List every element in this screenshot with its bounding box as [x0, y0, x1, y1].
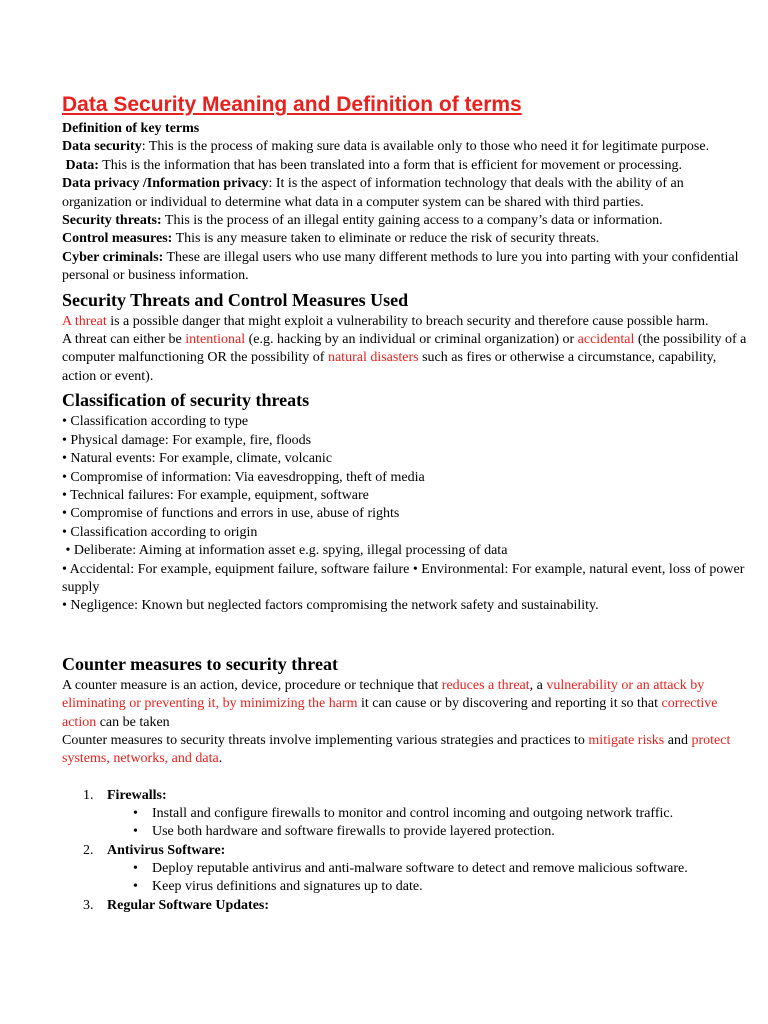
document-content: [62, 90, 748, 915]
definition-term: Cyber criminals:: [62, 249, 164, 265]
list-number: 2.: [83, 842, 94, 858]
definition-cyber-criminals: [62, 249, 748, 286]
list-item: • Use both hardware and software firewalls to provide layered protection.: [133, 824, 555, 840]
list-item: • Physical damage: For example, fire, floods: [62, 432, 312, 448]
definitions-heading: Definition of key terms: [62, 121, 200, 136]
list-item: • Keep virus definitions and signatures up to date.: [133, 879, 423, 895]
definition-text: This is the process of an illegal entity gaining access to a company’s data or information.: [164, 213, 663, 229]
definition-term: Control measures:: [62, 231, 173, 247]
definition-control-measures: [62, 230, 748, 248]
list-item: • Accidental: For example, equipment failure, software failure • Environmental: For example, natural event, loss of power supply: [62, 561, 745, 595]
highlight-text: vulnerability or an attack by eliminating or preventing it, by minimizing the harm: [62, 677, 705, 712]
highlight-text: protect systems, networks, and data: [62, 732, 731, 767]
definition-text: These are illegal users who use many different methods to lure you into parting with your confidential personal or business information.: [62, 249, 739, 284]
counter-measure-definition: A counter measure is an action, device, procedure or technique that reduces a threat, a vulnerability or an attack by eliminating or preventing it, by minimizing the harm it can cause or by discovering and reporting it so that corrective action can be taken: [62, 677, 718, 730]
list-item: • Compromise of information: Via eavesdropping, theft of media: [62, 469, 425, 485]
threat-definition: A threat is a possible danger that might exploit a vulnerability to breach security and therefore cause possible harm.: [62, 313, 709, 329]
list-item: • Negligence: Known but neglected factors compromising the network safety and sustainability.: [62, 598, 599, 614]
highlight-text: A threat: [62, 313, 107, 329]
list-item: • Classification according to type: [62, 414, 249, 430]
definition-term: Security threats:: [62, 213, 162, 229]
definitions-section: [62, 120, 748, 286]
list-number: 1.: [83, 787, 94, 803]
measure-firewalls: [62, 787, 748, 842]
classification-list: [62, 413, 748, 615]
highlight-text: natural disasters: [327, 350, 419, 366]
list-item: • Install and configure firewalls to monitor and control incoming and outgoing network traffic.: [133, 806, 674, 822]
highlight-text: intentional: [185, 332, 246, 348]
measure-title: Antivirus Software:: [107, 842, 226, 858]
page-title: Data Security Meaning and Definition of terms: [62, 93, 522, 116]
counter-measure-summary: Counter measures to security threats involve implementing various strategies and practices to mitigate risks and protect systems, networks, and data.: [62, 732, 731, 767]
list-number: 3.: [83, 897, 94, 913]
highlight-text: reduces a threat: [441, 677, 530, 693]
definition-term: Data security: [62, 139, 142, 155]
highlight-text: corrective action: [62, 696, 718, 730]
definition-text: This is the information that has been translated into a form that is efficient for movement or processing.: [102, 157, 682, 173]
list-item: • Classification according to origin: [62, 524, 258, 540]
measure-title: Regular Software Updates:: [107, 897, 270, 913]
definition-data-security: Data security: This is the process of making sure data is available only to those who need it for legitimate purpose.: [62, 139, 710, 155]
list-item: • Compromise of functions and errors in use, abuse of rights: [62, 506, 400, 522]
measure-software-updates: [62, 897, 748, 915]
measure-title: Firewalls:: [107, 787, 167, 803]
measures-list: [62, 787, 748, 915]
definition-data-privacy: Data privacy /Information privacy: It is the aspect of information technology that deals with the ability of an organization or individual to determine what data in a computer system can be shared with third parties.: [62, 176, 684, 210]
counter-measures-section: [62, 654, 748, 915]
list-item: • Deploy reputable antivirus and anti-malware software to detect and remove malicious software.: [133, 860, 688, 876]
measure-antivirus: [62, 842, 748, 897]
definition-term: Data privacy /Information privacy: [62, 176, 269, 192]
definition-text: It is the aspect of information technology that deals with the ability of an organization or individual to determine what data in a computer system can be shared with third parties.: [62, 176, 684, 210]
definition-text: This is any measure taken to eliminate or reduce the risk of security threats.: [175, 231, 600, 247]
highlight-text: mitigate risks: [588, 732, 665, 748]
threats-section: [62, 290, 748, 387]
highlight-text: accidental: [577, 332, 635, 348]
classification-heading: Classification of security threats: [62, 390, 310, 411]
definition-data: [62, 157, 748, 175]
definition-term: Data:: [65, 157, 99, 173]
list-item: • Technical failures: For example, equipment, software: [62, 487, 369, 503]
definition-security-threats: [62, 212, 748, 230]
list-item: • Deliberate: Aiming at information asset e.g. spying, illegal processing of data: [62, 543, 508, 559]
threat-types: A threat can either be intentional (e.g. hacking by an individual or criminal organization) or accidental (the possibility of a computer malfunctioning OR the possibility of natural disasters such as fires or otherwise a circumstance, capability, action or event).: [62, 332, 747, 384]
classification-section: [62, 390, 748, 615]
definition-text: This is the process of making sure data is available only to those who need it for legitimate purpose.: [148, 139, 710, 155]
counter-measures-heading: Counter measures to security threat: [62, 653, 338, 674]
threats-heading: Security Threats and Control Measures Used: [62, 289, 409, 310]
list-item: • Natural events: For example, climate, volcanic: [62, 451, 333, 467]
